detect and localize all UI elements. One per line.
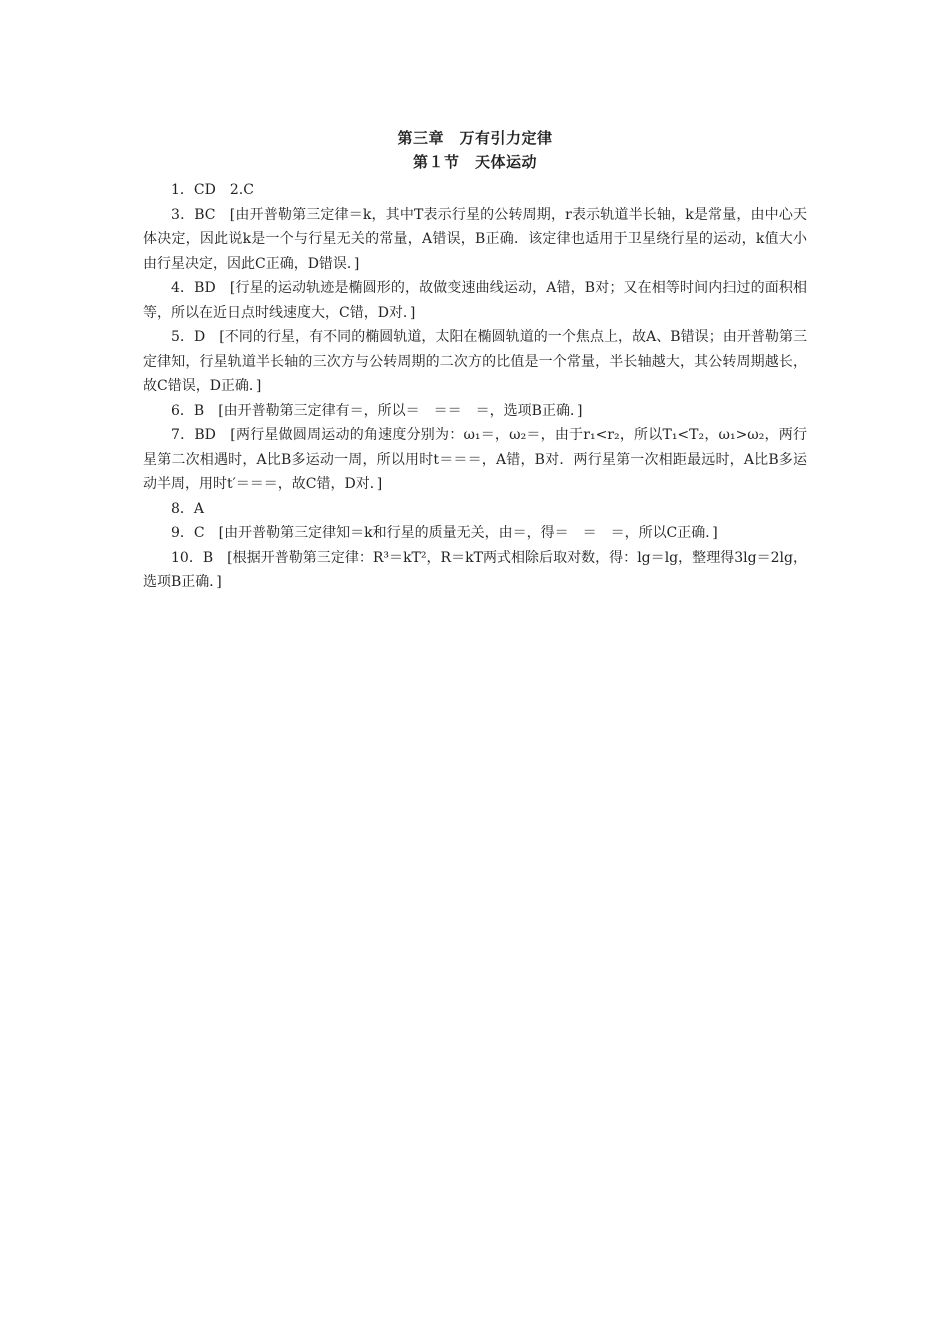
answer-item-9: 9．C [由开普勒第三定律知＝k和行星的质量无关，由＝，得＝ ＝ ＝，所以C正确．] (171, 525, 718, 541)
answer-item-4: 4．BD [行星的运动轨迹是椭圆形的，故做变速曲线运动，A错，B对；又在相等时间内扫过的面积相等，所以在近日点时线速度大，C错，D对．] (143, 280, 807, 321)
section-title: 第１节 天体运动 (412, 153, 537, 171)
answer-item-10: 10．B [根据开普勒第三定律：R³＝kT²，R＝kT两式相除后取对数，得：lg＝lg，整理得3lg＝2lg，选项B正确．] (143, 549, 807, 590)
answer-item-1-2: 1．CD 2.C (171, 182, 254, 198)
answer-item-5: 5．D [不同的行星，有不同的椭圆轨道，太阳在椭圆轨道的一个焦点上，故A、B错误；由开普勒第三定律知，行星轨道半长轴的三次方与公转周期的二次方的比值是一个常量，半长轴越大，其公转周期越长，故C错误，D正确．] (143, 329, 807, 394)
document-page (143, 126, 807, 595)
answer-item-3: 3．BC [由开普勒第三定律＝k，其中T表示行星的公转周期，r表示轨道半长轴，k是常量，由中心天体决定，因此说k是一个与行星无关的常量，A错误，B正确．该定律也适用于卫星绕行星的运动，k值大小由行星决定，因此C正确，D错误．] (143, 206, 807, 272)
answer-item-7: 7．BD [两行星做圆周运动的角速度分别为：ω₁＝，ω₂＝，由于r₁<r₂，所以T₁<T₂，ω₁>ω₂，两行星第二次相遇时，A比B多运动一周，所以用时t＝＝＝，A错，B对．两行星第一次相距最远时，A比B多运动半周，用时t′＝＝＝，故C错，D对．] (143, 427, 807, 492)
answer-item-8: 8．A (171, 500, 205, 517)
chapter-title: 第三章 万有引力定律 (397, 129, 553, 147)
answer-list (143, 178, 807, 595)
answer-item-6: 6．B [由开普勒第三定律有＝，所以＝ ＝＝ ＝，选项B正确．] (171, 402, 583, 419)
